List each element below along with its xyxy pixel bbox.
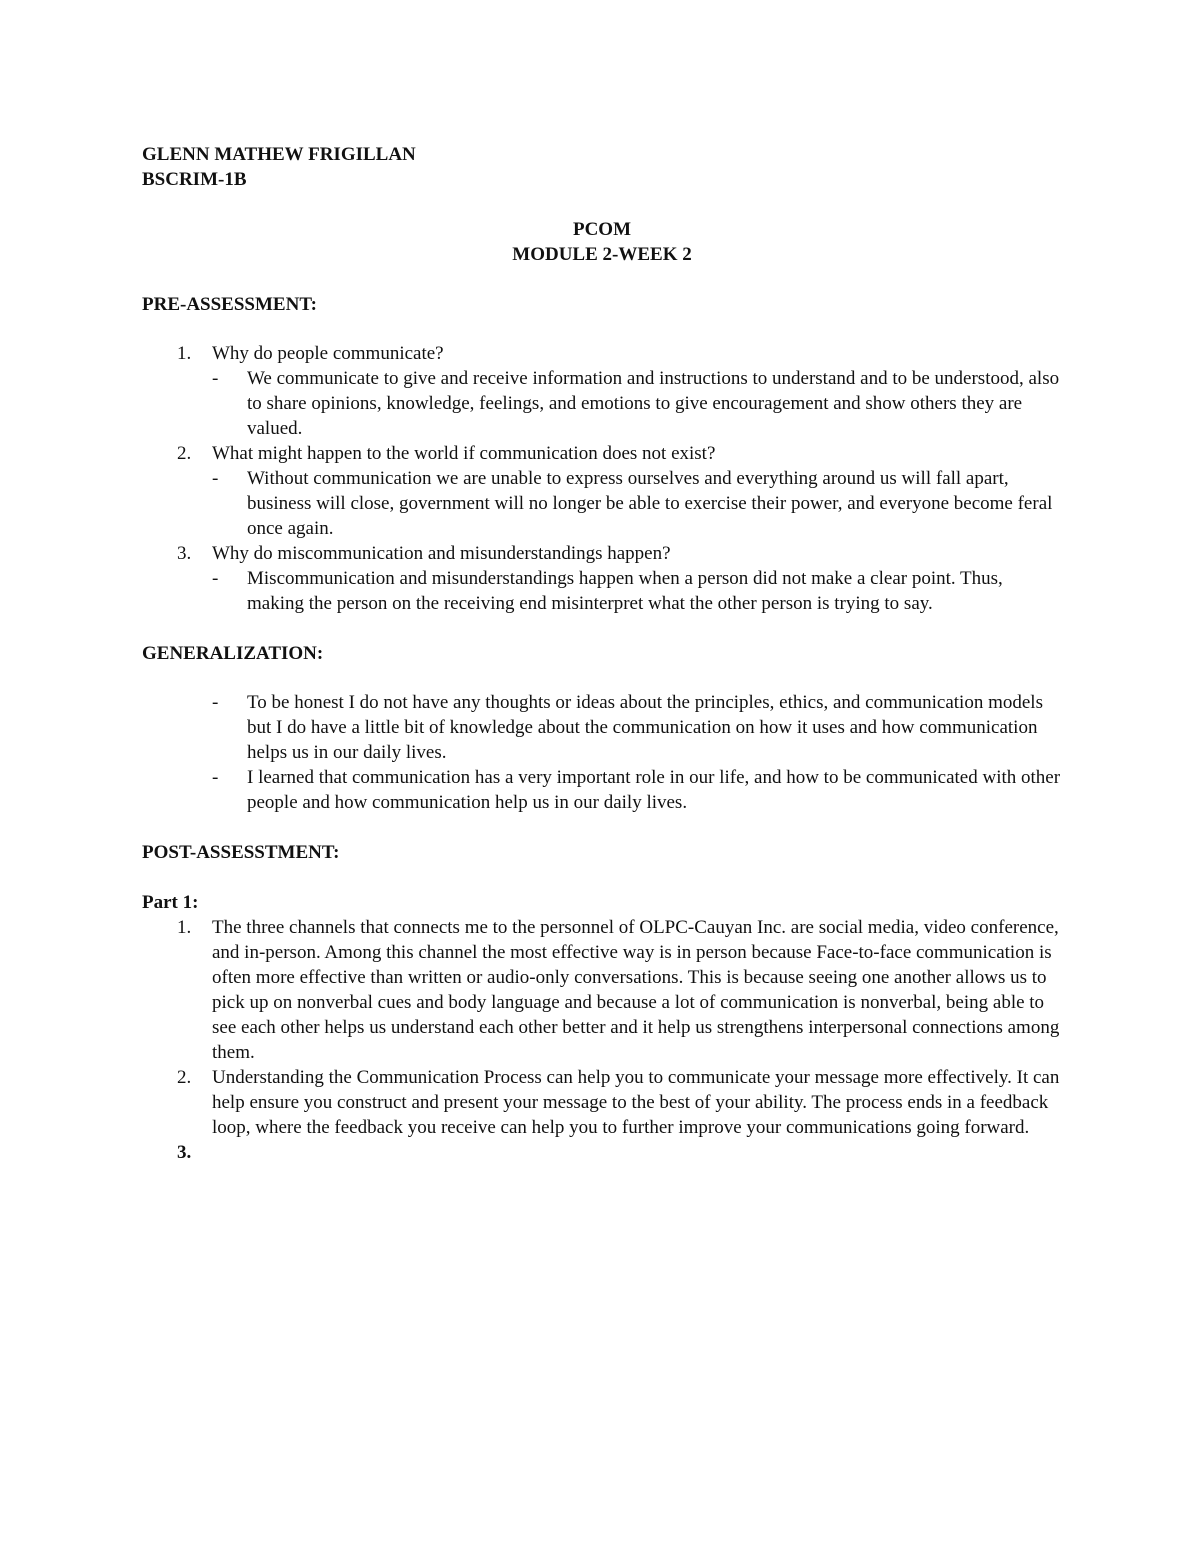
dash-bullet: - [212,568,219,589]
list-item [142,541,1062,616]
author-name: GLENN MATHEW FRIGILLAN [142,144,416,165]
document-content [142,142,1062,1165]
answer-list [212,566,1062,616]
item-number: 1. [177,343,192,364]
answer-item [212,566,1062,616]
answer-text: Understanding the Communication Process can help you to communicate your message more effectively. It can help ensure you construct and present your message to the best of your ability. The process ends in a feedback loop, where the feedback you receive can help you to further improve your communications going forward. [212,1067,1060,1138]
answer-list [212,466,1062,541]
question-text: Why do miscommunication and misunderstandings happen? [212,543,671,564]
answer-item [212,366,1062,441]
answer-text: Miscommunication and misunderstandings happen when a person did not make a clear point. Thus, making the person on the receiving end misinterpret what the other person is trying to say. [247,568,1003,614]
list-item [142,1065,1062,1140]
answer-text: Without communication we are unable to express ourselves and everything around us will fall apart, business will close, government will no longer be able to exercise their power, and everyone become feral once again. [247,468,1053,539]
generalization-text: To be honest I do not have any thoughts or ideas about the principles, ethics, and communication models but I do have a little bit of knowledge about the communication on how it uses and how communication helps us in our daily lives. [247,692,1043,763]
generalization-text: I learned that communication has a very important role in our life, and how to be communicated with other people and how communication help us in our daily lives. [247,767,1061,813]
dash-bullet: - [212,767,219,788]
answer-text: The three channels that connects me to the personnel of OLPC-Cauyan Inc. are social media, video conference, and in-person. Among this channel the most effective way is in person because Face-to-face communication is often more effective than written or audio-only conversations. This is because seeing one another allows us to pick up on nonverbal cues and body language and because a lot of communication is nonverbal, being able to see each other helps us understand each other better and it help us strengthens interpersonal connections among them. [212,917,1060,1063]
module-title: MODULE 2-WEEK 2 [512,244,692,265]
item-number: 3. [177,1142,192,1163]
answer-item [212,466,1062,541]
author-course: BSCRIM-1B [142,169,247,190]
item-number: 2. [177,1067,192,1088]
list-item [142,765,1062,815]
question-text: Why do people communicate? [212,343,444,364]
post-assessment-list [142,915,1062,1165]
list-item [142,915,1062,1065]
dash-bullet: - [212,368,219,389]
list-item [142,690,1062,765]
pre-assessment-heading: PRE-ASSESSMENT: [142,294,317,315]
title-block [142,217,1062,267]
item-number: 3. [177,543,192,564]
question-text: What might happen to the world if communication does not exist? [212,443,716,464]
dash-bullet: - [212,692,219,713]
generalization-list [142,690,1062,815]
dash-bullet: - [212,468,219,489]
item-number: 2. [177,443,192,464]
pre-assessment-list [142,341,1062,616]
answer-text: We communicate to give and receive information and instructions to understand and to be understood, also to share opinions, knowledge, feelings, and emotions to give encouragement and show others they are valued. [247,368,1060,439]
list-item [142,341,1062,441]
answer-text [212,1140,1062,1165]
subject-title: PCOM [572,219,632,240]
list-item [142,441,1062,541]
answer-list [212,366,1062,441]
part-heading: Part 1: [142,892,199,913]
post-assessment-heading: POST-ASSESSTMENT: [142,842,340,863]
generalization-heading: GENERALIZATION: [142,643,324,664]
list-item [142,1140,1062,1165]
item-number: 1. [177,917,192,938]
